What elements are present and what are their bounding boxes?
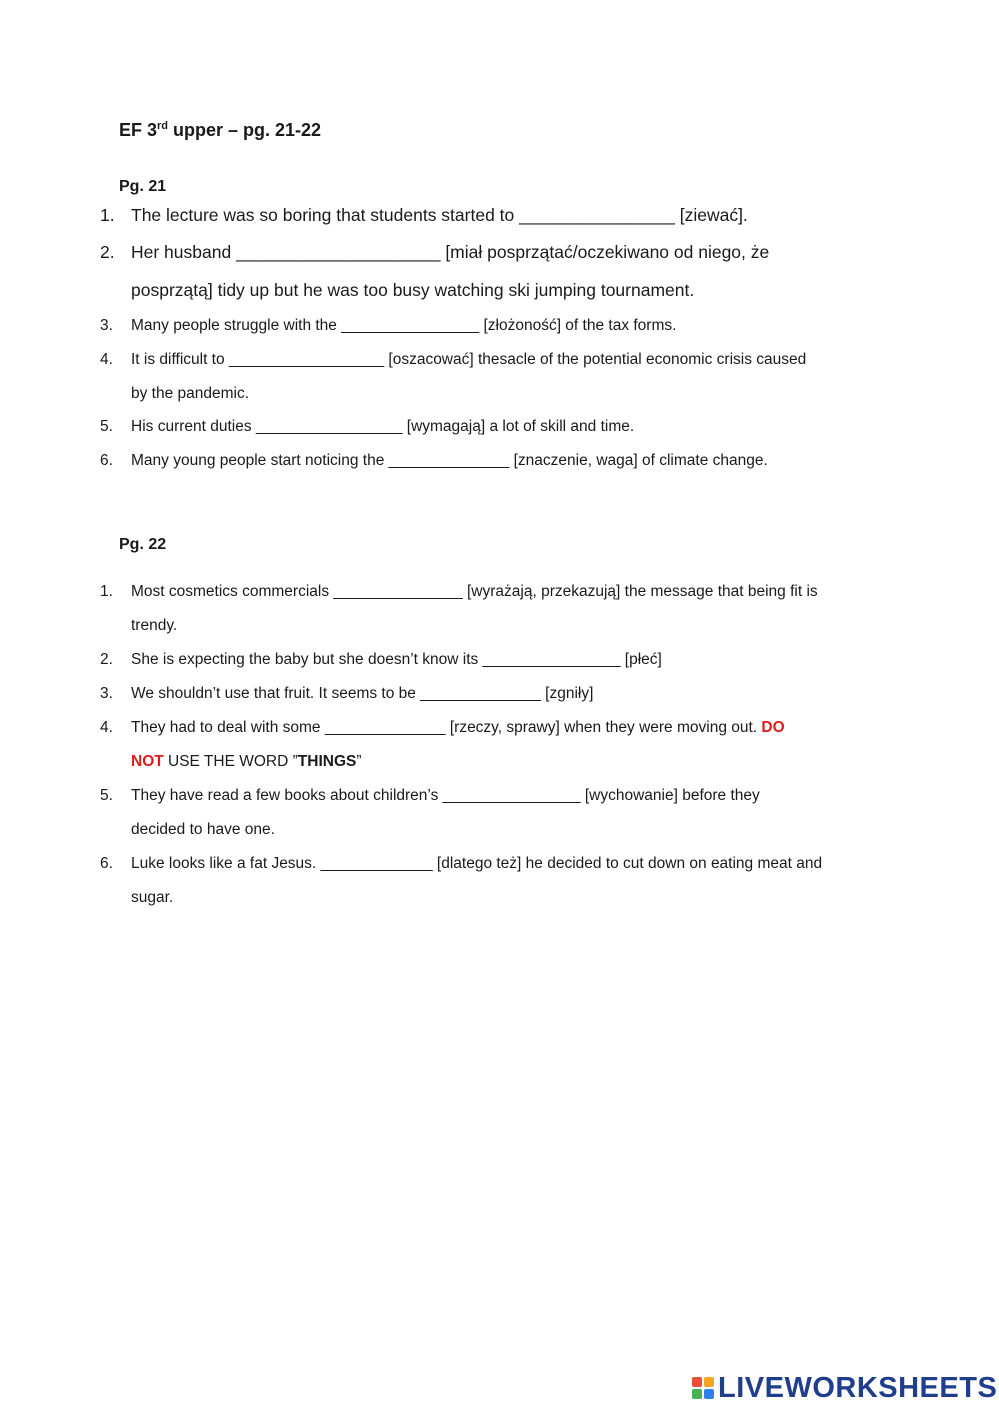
exercise-item: 1. The lecture was so boring that students started to ________________ [ziewać].: [100, 205, 748, 225]
exercise-item-continuation: posprzątą] tidy up but he was too busy watching ski jumping tournament.: [131, 280, 695, 300]
exercise-item-continuation: NOT USE THE WORD ”THINGS”: [131, 753, 362, 770]
section-heading-pg21: Pg. 21: [119, 178, 167, 195]
exercise-item: 2. She is expecting the baby but she doesn’t know its ________________ [płeć]: [100, 651, 662, 668]
exercise-item: 1. Most cosmetics commercials _______________ [wyrażają, przekazują] the message that being fit is: [100, 583, 818, 600]
exercise-item-continuation: sugar.: [131, 889, 174, 906]
exercise-item: 3. Many people struggle with the ________________ [złożoność] of the tax forms.: [100, 317, 677, 334]
liveworksheets-logo: [692, 1373, 997, 1403]
exercise-item-continuation: trendy.: [131, 617, 178, 634]
section-heading-pg22: Pg. 22: [119, 536, 167, 553]
warning-not: NOT: [131, 753, 164, 770]
exercise-item-continuation: decided to have one.: [131, 821, 275, 838]
exercise-item: 4. They had to deal with some ______________ [rzeczy, sprawy] when they were moving out. DO: [100, 719, 785, 736]
worksheet-title: EF 3rd upper – pg. 21-22: [119, 120, 322, 140]
exercise-item: 2. Her husband _____________________ [miał posprzątać/oczekiwano od niego, że: [100, 242, 770, 262]
exercise-item: 5. They have read a few books about children’s ________________ [wychowanie] before they: [100, 787, 760, 804]
exercise-item: 6. Luke looks like a fat Jesus. _____________ [dlatego też] he decided to cut down on eating meat and: [100, 855, 823, 872]
exercise-item: 3. We shouldn’t use that fruit. It seems to be ______________ [zgniły]: [100, 685, 594, 702]
exercise-item: 5. His current duties _________________ [wymagają] a lot of skill and time.: [100, 418, 635, 435]
warning-do: DO: [761, 719, 785, 736]
exercise-item: 4. It is difficult to __________________ [oszacować] thesacle of the potential economic crisis caused: [100, 351, 807, 368]
warning-things: THINGS: [297, 753, 357, 770]
exercise-item: 6. Many young people start noticing the ______________ [znaczenie, waga] of climate change.: [100, 452, 768, 469]
logo-text: LIVEWORKSHEETS: [718, 1371, 998, 1404]
liveworksheets-logo-icon: [692, 1377, 714, 1399]
exercise-item-continuation: by the pandemic.: [131, 385, 250, 402]
